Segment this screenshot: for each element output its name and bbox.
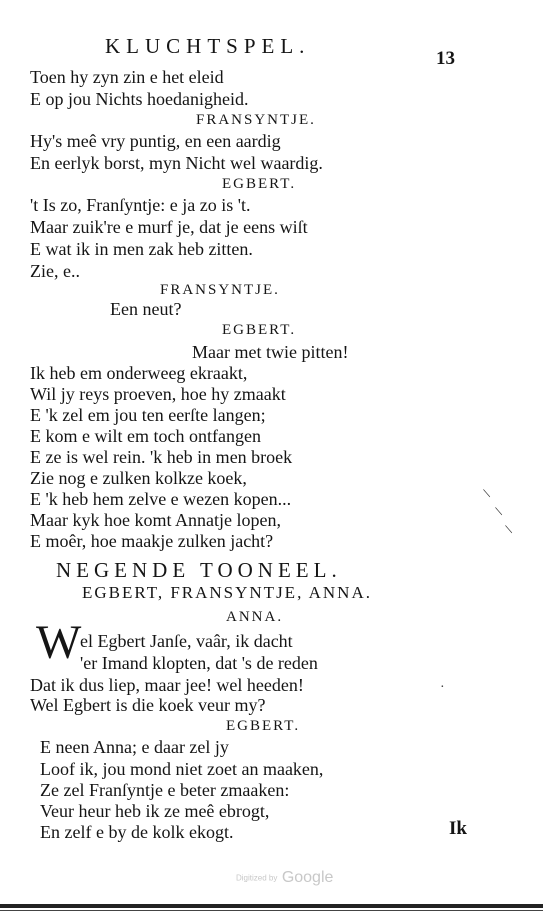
verse-line: E op jou Nichts hoedanigheid. bbox=[30, 89, 249, 109]
verse-line: Ik heb em onderweeg ekraakt, bbox=[30, 363, 248, 383]
verse-line: En zelf e by de kolk ekogt. bbox=[40, 822, 234, 842]
verse-line: Maar zuik're e murf je, dat je eens wiſt bbox=[30, 217, 308, 237]
speaker-name: FRANSYNTJE. bbox=[160, 282, 280, 298]
verse-line: Maar kyk hoe komt Annatje lopen, bbox=[30, 510, 281, 530]
speaker-name: EGBERT. bbox=[226, 718, 301, 734]
verse-line: E 'k zel em jou ten eerſte langen; bbox=[30, 405, 266, 425]
header-title: KLUCHTSPEL. bbox=[105, 34, 311, 58]
running-header bbox=[0, 34, 543, 70]
verse-line: E ze is wel rein. 'k heb in men broek bbox=[30, 447, 293, 467]
scene-title: NEGENDE TOONEEL. bbox=[56, 558, 342, 582]
verse-line: Een neut? bbox=[110, 299, 182, 319]
watermark-brand: Google bbox=[281, 869, 334, 886]
verse-line: el Egbert Janſe, vaâr, ik dacht bbox=[80, 631, 293, 651]
verse-line: Hy's meê vry puntig, en een aardig bbox=[30, 131, 281, 151]
digitization-watermark bbox=[236, 869, 333, 887]
verse-line: E kom e wilt em toch ontfangen bbox=[30, 426, 261, 446]
verse-line: Wil jy reys proeven, hoe hy zmaakt bbox=[30, 384, 286, 404]
verse-line: E neen Anna; e daar zel jy bbox=[40, 737, 229, 757]
verse-line: E wat ik in men zak heb zitten. bbox=[30, 239, 253, 259]
page-edge-rule bbox=[0, 910, 543, 911]
stray-mark: / bbox=[492, 506, 507, 518]
stray-mark: · bbox=[440, 680, 445, 695]
verse-line: Toen hy zyn zin e het eleid bbox=[30, 67, 224, 87]
page-edge-rule bbox=[0, 904, 543, 908]
verse-line: Dat ik dus liep, maar jee! wel heeden! bbox=[30, 675, 304, 695]
verse-line: E 'k heb hem zelve e wezen kopen... bbox=[30, 489, 292, 509]
verse-line: En eerlyk borst, myn Nicht wel waardig. bbox=[30, 153, 323, 173]
speaker-name: EGBERT. bbox=[222, 322, 297, 338]
speaker-name: FRANSYNTJE. bbox=[196, 112, 316, 128]
speaker-name: EGBERT. bbox=[222, 176, 297, 192]
verse-line: 'er Imand klopten, dat 's de reden bbox=[80, 653, 318, 673]
verse-line: Veur heur heb ik ze meê ebrogt, bbox=[40, 801, 270, 821]
drop-capital: W bbox=[36, 616, 82, 669]
scene-cast: EGBERT, FRANSYNTJE, ANNA. bbox=[82, 583, 372, 602]
verse-line: Wel Egbert is die koek veur my? bbox=[30, 695, 266, 715]
stray-mark: / bbox=[502, 524, 517, 536]
verse-line: Loof ik, jou mond niet zoet an maaken, bbox=[40, 759, 324, 779]
verse-line: 't Is zo, Franſyntje: e ja zo is 't. bbox=[30, 195, 251, 215]
catchword: Ik bbox=[449, 818, 467, 839]
verse-line: Zie nog e zulken kolkze koek, bbox=[30, 468, 247, 488]
speaker-name: ANNA. bbox=[226, 609, 284, 625]
page-number: 13 bbox=[436, 48, 455, 69]
watermark-prefix: Digitized by bbox=[236, 873, 278, 883]
verse-line: Ze zel Franſyntje e beter zmaaken: bbox=[40, 780, 290, 800]
stray-mark: / bbox=[480, 488, 495, 500]
verse-line: Maar met twie pitten! bbox=[192, 342, 349, 362]
verse-line: E moêr, hoe maakje zulken jacht? bbox=[30, 531, 274, 551]
verse-line: Zie, e.. bbox=[30, 261, 80, 281]
